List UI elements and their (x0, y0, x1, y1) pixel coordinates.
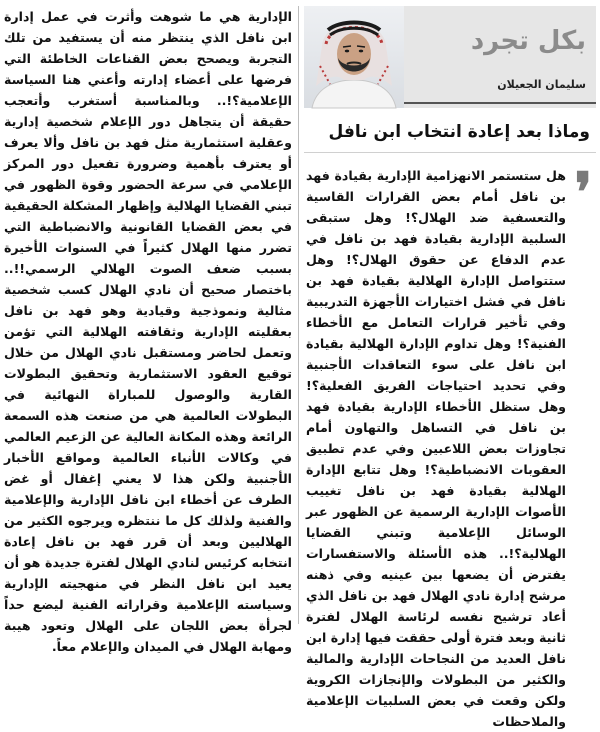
column-name: بكل تجرد (470, 26, 586, 56)
article-main-column (304, 6, 596, 729)
author-photo-icon (304, 6, 404, 108)
header-underline (404, 102, 596, 104)
quote-mark-icon: ❜ (574, 160, 592, 224)
article-continued-text: الإدارية هي ما شوهت وأثرت في عمل إدارة ابن نافل الذي ينتظر منه أن يستفيد من تلك التجربة ويصحح بعض القناعات الخاطئة التي فرضها على أعضاء إدارته وأعني هنا السياسة الإعلامية؟!.. وبالمناسبة أستغرب وأتعجب حقيقة أن يتجاهل دور الإعلام شخصية إدارية وعقلية استثمارية مثل فهد بن نافل وألا يعرف أو يعترف بأهمية وضرورة تفعيل دور المركز الإعلامي في سرعة الحضور وقوة الظهور في تبني القضايا الهلالية وإظهار المشكلة الحقيقية في بعض القضايا القانونية والانضباطية التي تضرر منها الهلال كثيراً في السنوات الأخيرة بسبب ضعف الصوت الهلالي الرسمي!!.. باختصار صحيح أن نادي الهلال كسب شخصية مثالية ونموذجية وقيادية وهو فهد بن نافل بعقليته الإدارية وثقافته الهلالية التي تؤمن وتعمل لحاضر ومستقبل نادي الهلال من خلال توقيع العقود الاستثمارية وتحقيق البطولات القارية والوصول للمباراة النهائية في البطولات العالمية هي من صنعت هذه السمعة الرائعة وهذه المكانة العالية عن الزعيم العالمي في وكالات الأنباء العالمية ومواقع الأخبار الأجنبية ولكن هذا لا يعني إغفال أو غض الطرف عن أخطاء ابن نافل الإدارية والإعلامية والفنية ولذلك كل ما ننتظره ويرجوه الكثير من الهلاليين وبعد أن قرر فهد بن نافل إعادة انتخابه كرئيس لنادي الهلال لفترة جديدة هو أن يعيد ابن نافل النظر في منهجيته الإدارية وسياسته الإعلامية وقراراته الفنية ليضع حداً لجرأة بعض اللجان على الهلال وتعود هيبة ومهابة الهلال في الميدان والإعلام معاً. (4, 9, 292, 654)
author-portrait-icon (304, 6, 404, 108)
article-body (304, 160, 596, 732)
article-title: وماذا بعد إعادة انتخاب ابن نافل (328, 122, 590, 142)
column-header (304, 6, 596, 108)
article-body-continued (4, 6, 292, 654)
author-name: سليمان الجعيلان (497, 78, 586, 91)
article-body-text: هل ستستمر الانهزامية الإدارية بقيادة فهد بن نافل أمام بعض القرارات القاسية والتعسفية ضد الهلال؟! وهل ستبقى السلبية الإدارية بقيادة فهد بن نافل في عدم الدفاع عن حقوق الهلال؟! وهل ستتواصل الإدارة الهلالية بقيادة فهد بن نافل في فشل اختيارات الأجهزة التدريبية وفي تأخير قرارات التعامل مع الأخطاء الفنية؟! وهل تداوم الإدارة الهلالية بقيادة ابن نافل على سوء التعاقدات الأجنبية وفي تحديد احتياجات الفريق الفعلية؟! وهل ستظل الأخطاء الإدارية بقيادة فهد بن نافل في التساهل والتهاون أمام تجاوزات بعض اللاعبين وفي عدم تطبيق العقوبات الانضباطية؟! وهل تتابع الإدارة الهلالية بقيادة فهد بن نافل تغييب الأصوات الإدارية الرسمية عن الظهور عبر الوسائل الإعلامية وتبني القضايا الهلالية؟!.. هذه الأسئلة والاستفسارات يفترض أن يضعها بين عينيه وفي ذهنه مرشح إدارة نادي الهلال فهد بن نافل الذي أعاد ترشيح نفسه لرئاسة الهلال لفترة ثانية وبعد فترة أولى حققت فيها إدارة ابن نافل العديد من النجاحات الإدارية والمالية والكثير من البطولات والإنجازات الكروية ولكن وقعت في بعض السلبيات الإعلامية والملاحظات (306, 168, 566, 729)
column-divider (298, 6, 299, 624)
title-divider (304, 152, 596, 153)
